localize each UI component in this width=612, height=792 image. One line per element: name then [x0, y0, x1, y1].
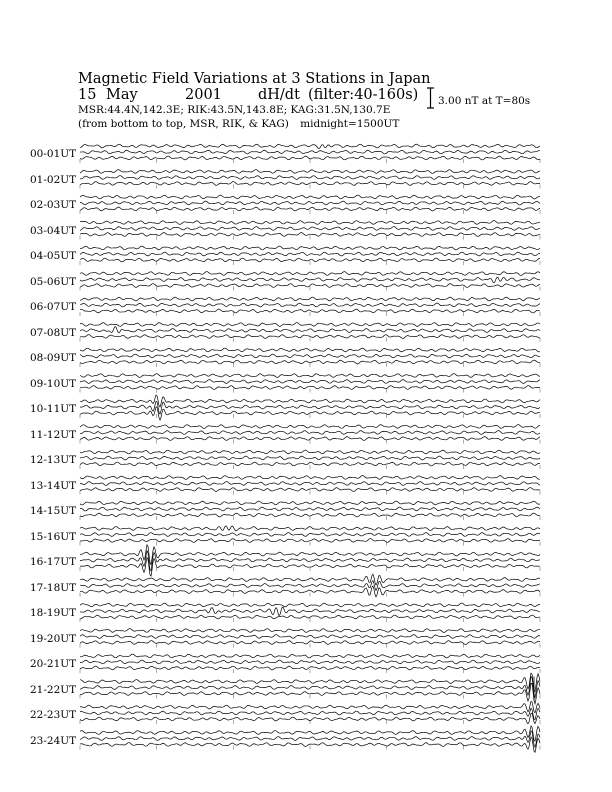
trace-kag: [80, 526, 540, 531]
row-label: 17-18UT: [30, 581, 77, 594]
trace-rik: [80, 252, 540, 256]
row-label: 03-04UT: [30, 224, 77, 237]
row-grid: [80, 593, 540, 597]
order-text: (from bottom to top, MSR, RIK, & KAG): [78, 118, 289, 130]
row-grid: [80, 210, 540, 214]
trace-rik: [80, 176, 540, 180]
row-grid: [80, 338, 540, 342]
row-grid: [80, 414, 540, 418]
row-label: 10-11UT: [30, 403, 77, 415]
trace-rik: [80, 380, 540, 384]
row-label: 11-12UT: [30, 428, 77, 441]
trace-rik: [80, 303, 540, 307]
row-grid: [80, 465, 540, 469]
row-grid: [80, 516, 540, 520]
trace-kag: [80, 654, 540, 658]
row-label: 20-21UT: [30, 658, 77, 670]
date-year: 2001: [185, 87, 222, 103]
row-label: 06-07UT: [30, 301, 77, 313]
trace-kag: [80, 425, 540, 429]
row-grid: [80, 618, 540, 622]
trace-rik: [80, 507, 540, 511]
row-label: 04-05UT: [30, 250, 77, 262]
row-label: 13-14UT: [30, 479, 77, 492]
trace-msr: [80, 683, 540, 703]
row-grid: [80, 389, 540, 393]
trace-rik: [80, 431, 540, 435]
trace-kag: [80, 374, 540, 378]
row-label: 18-19UT: [30, 607, 77, 619]
row-grid: [80, 644, 540, 648]
trace-kag: [80, 603, 540, 607]
row-label: 12-13UT: [30, 454, 77, 466]
row-grid: [80, 261, 540, 265]
trace-kag: [80, 629, 540, 633]
trace-rik: [80, 327, 540, 333]
trace-kag: [80, 701, 540, 712]
row-grid: [80, 236, 540, 240]
trace-rik: [80, 533, 540, 537]
row-label: 05-06UT: [30, 275, 77, 288]
trace-kag: [80, 297, 540, 301]
row-grid: [80, 159, 540, 163]
row-label: 00-01UT: [30, 148, 77, 160]
trace-kag: [80, 323, 540, 327]
row-grid: [80, 695, 540, 699]
row-grid: [80, 363, 540, 367]
row-label: 01-02UT: [30, 173, 77, 186]
row-label: 02-03UT: [30, 199, 77, 211]
trace-rik: [80, 150, 540, 154]
row-label: 19-20UT: [30, 632, 77, 645]
row-label: 08-09UT: [30, 352, 77, 364]
trace-kag: [80, 144, 540, 148]
trace-rik: [80, 201, 540, 205]
row-grid: [80, 542, 540, 546]
trace-msr: [80, 737, 540, 752]
station-coordinates: MSR:44.4N,142.3E; RIK:43.5N,143.8E; KAG:31.5N,130.7E: [78, 104, 391, 116]
row-grid: [80, 440, 540, 444]
trace-group: [80, 144, 540, 752]
quantity-label: dH/dt: [258, 87, 300, 103]
midnight-note: midnight=1500UT: [300, 118, 400, 130]
trace-rik: [80, 607, 540, 616]
row-label: 21-22UT: [30, 683, 77, 696]
row-label: 14-15UT: [30, 505, 77, 517]
trace-msr: [80, 407, 540, 420]
trace-rik: [80, 708, 540, 720]
trace-rik: [80, 354, 540, 358]
row-label: 07-08UT: [30, 326, 77, 339]
date-month: May: [106, 87, 138, 103]
trace-rik: [80, 277, 540, 283]
row-label: 23-24UT: [30, 734, 77, 747]
row-label: 09-10UT: [30, 377, 77, 390]
trace-kag: [80, 246, 540, 250]
chart-title: Magnetic Field Variations at 3 Stations in Japan: [78, 71, 431, 87]
trace-kag: [80, 501, 540, 505]
trace-rik: [80, 635, 540, 639]
date-day: 15: [78, 87, 97, 103]
row-label: 15-16UT: [30, 530, 77, 543]
trace-rik: [80, 581, 540, 591]
trace-kag: [80, 476, 540, 480]
trace-rik: [80, 660, 540, 664]
row-label: 16-17UT: [30, 556, 77, 568]
trace-kag: [80, 221, 540, 225]
trace-kag: [80, 272, 540, 276]
row-grid: [80, 185, 540, 189]
trace-rik: [80, 456, 540, 460]
filter-label: (filter:40-160s): [308, 87, 419, 103]
trace-kag: [80, 450, 540, 454]
trace-kag: [80, 170, 540, 174]
trace-kag: [80, 574, 540, 585]
trace-rik: [80, 227, 540, 231]
row-grid: [80, 491, 540, 495]
row-grid: [80, 312, 540, 316]
trace-kag: [80, 195, 540, 199]
trace-kag: [80, 348, 540, 352]
row-grid: [80, 669, 540, 673]
row-label: 22-23UT: [30, 709, 77, 721]
scale-bar: [427, 88, 434, 108]
scale-label: 3.00 nT at T=80s: [438, 95, 531, 107]
row-grid: [80, 287, 540, 291]
row-grid: [80, 746, 540, 750]
trace-rik: [80, 482, 540, 486]
trace-kag: [80, 395, 540, 407]
trace-msr: [80, 513, 540, 517]
